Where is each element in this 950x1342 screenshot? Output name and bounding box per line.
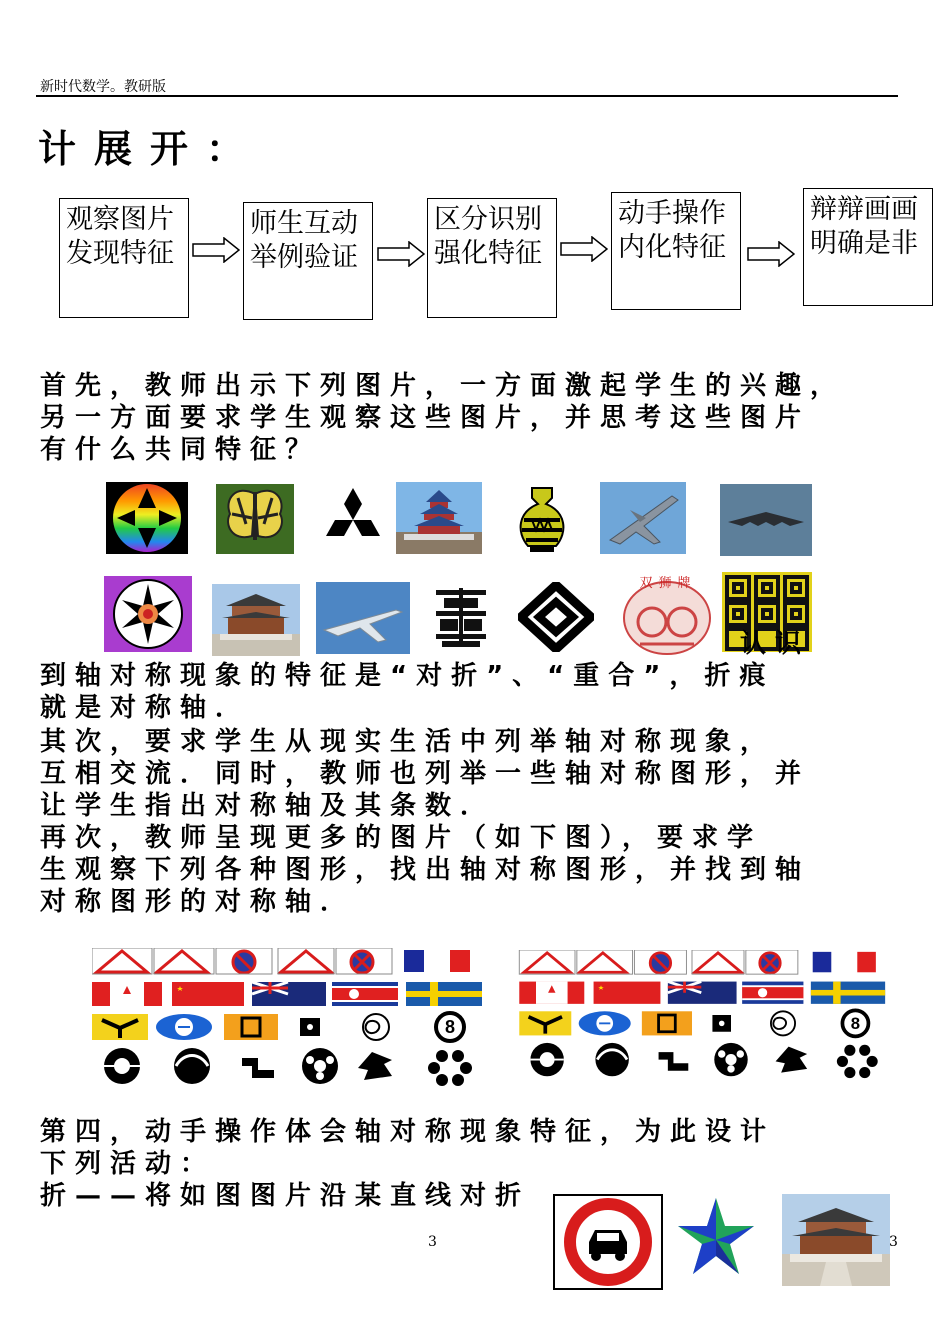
flow-arrow-icon [192, 237, 240, 263]
flow-step-4-line2: 内化特征 [618, 232, 726, 263]
flow-step-3-line1: 区分识别 [434, 204, 542, 235]
flow-step-2-line2: 举例验证 [250, 242, 358, 273]
flow-step-5 [803, 188, 933, 306]
flow-step-5-line1: 辩辩画画 [810, 194, 918, 225]
vase-icon [506, 484, 578, 556]
no-cars-sign-frame [553, 1194, 663, 1290]
flow-step-4 [611, 192, 741, 310]
jet-plane-icon [316, 582, 410, 654]
rainbow-arrow-badge-icon [106, 482, 188, 554]
paragraph-line: 第四，动手操作体会轴对称现象特征，为此设计 [40, 1117, 776, 1147]
three-diamond-logo-icon [318, 486, 388, 550]
temple-of-heaven-icon [396, 482, 482, 554]
flow-step-4-line1: 动手操作 [618, 198, 726, 229]
paragraph-line: 有什么共同特征？ [40, 435, 321, 465]
paragraph-line: 就是对称轴． [40, 693, 251, 723]
star-icon [676, 1196, 756, 1278]
svg-text:8: 8 [850, 1013, 861, 1033]
flow-step-5-line2: 明确是非 [810, 228, 918, 259]
flow-step-2 [243, 202, 373, 320]
no-cars-sign-icon [555, 1196, 661, 1288]
flow-step-3-line2: 强化特征 [434, 238, 542, 269]
flow-arrow-icon [747, 241, 795, 267]
flow-step-1 [59, 198, 189, 318]
paragraph-5 [40, 1116, 775, 1180]
paragraph-4 [40, 822, 810, 918]
traffic-signs-flags-symbols-icon [92, 948, 492, 1088]
interlock-diamond-logo-icon [518, 582, 594, 652]
double-happiness-icon [430, 586, 492, 648]
stealth-bomber-icon [720, 484, 812, 556]
fighter-jet-icon [600, 482, 686, 554]
paragraph-line: 再次，教师呈现更多的图片（如下图），要求学 [40, 823, 763, 853]
paragraph-line: 生观察下列各种图形，找出轴对称图形，并找到轴 [40, 855, 811, 885]
palace-photo-icon [782, 1194, 890, 1286]
flow-step-2-line1: 师生互动 [250, 208, 358, 239]
paragraph-line: 其次，要求学生从现实生活中列举轴对称现象， [40, 727, 776, 757]
paragraph-line: 下列活动： [40, 1149, 216, 1179]
page-number: 3 [428, 1234, 437, 1250]
page-number-right: 3 [889, 1234, 898, 1250]
traffic-signs-flags-symbols-icon [505, 950, 905, 1080]
flow-step-1-line1: 观察图片 [66, 204, 174, 235]
butterfly-icon [216, 484, 294, 554]
flow-step-3 [427, 198, 557, 318]
paragraph-line: 到轴对称现象的特征是“对折”、“重合”，折痕 [40, 661, 775, 691]
paragraph-line: 另一方面要求学生观察这些图片，并思考这些图片 [40, 403, 811, 433]
paragraph-6: 折——将如图图片沿某直线对折 [40, 1181, 531, 1211]
stamp-caption: 双狮牌 [639, 576, 697, 591]
compass-star-badge-icon [104, 576, 192, 652]
paragraph-2-fragment: 认识 [740, 629, 811, 659]
flow-arrow-icon [560, 236, 608, 262]
paragraph-line: 让学生指出对称轴及其条数． [40, 791, 496, 821]
running-header: 新时代数学。教研版 [40, 79, 166, 95]
svg-text:8: 8 [444, 1017, 456, 1037]
paragraph-line: 互相交流．同时，教师也列举一些轴对称图形，并 [40, 759, 811, 789]
paragraph-1 [40, 370, 845, 466]
paragraph-line: 首先，教师出示下列图片，一方面激起学生的兴趣， [40, 371, 846, 401]
section-title: 计展开： [38, 127, 263, 171]
flow-arrow-icon [377, 241, 425, 267]
paragraph-3 [40, 726, 810, 822]
paragraph-2 [40, 660, 774, 724]
paragraph-line: 对称图形的对称轴． [40, 887, 356, 917]
palace-hall-icon [212, 584, 300, 656]
flow-step-1-line2: 发现特征 [66, 238, 174, 269]
header-rule [36, 95, 898, 97]
